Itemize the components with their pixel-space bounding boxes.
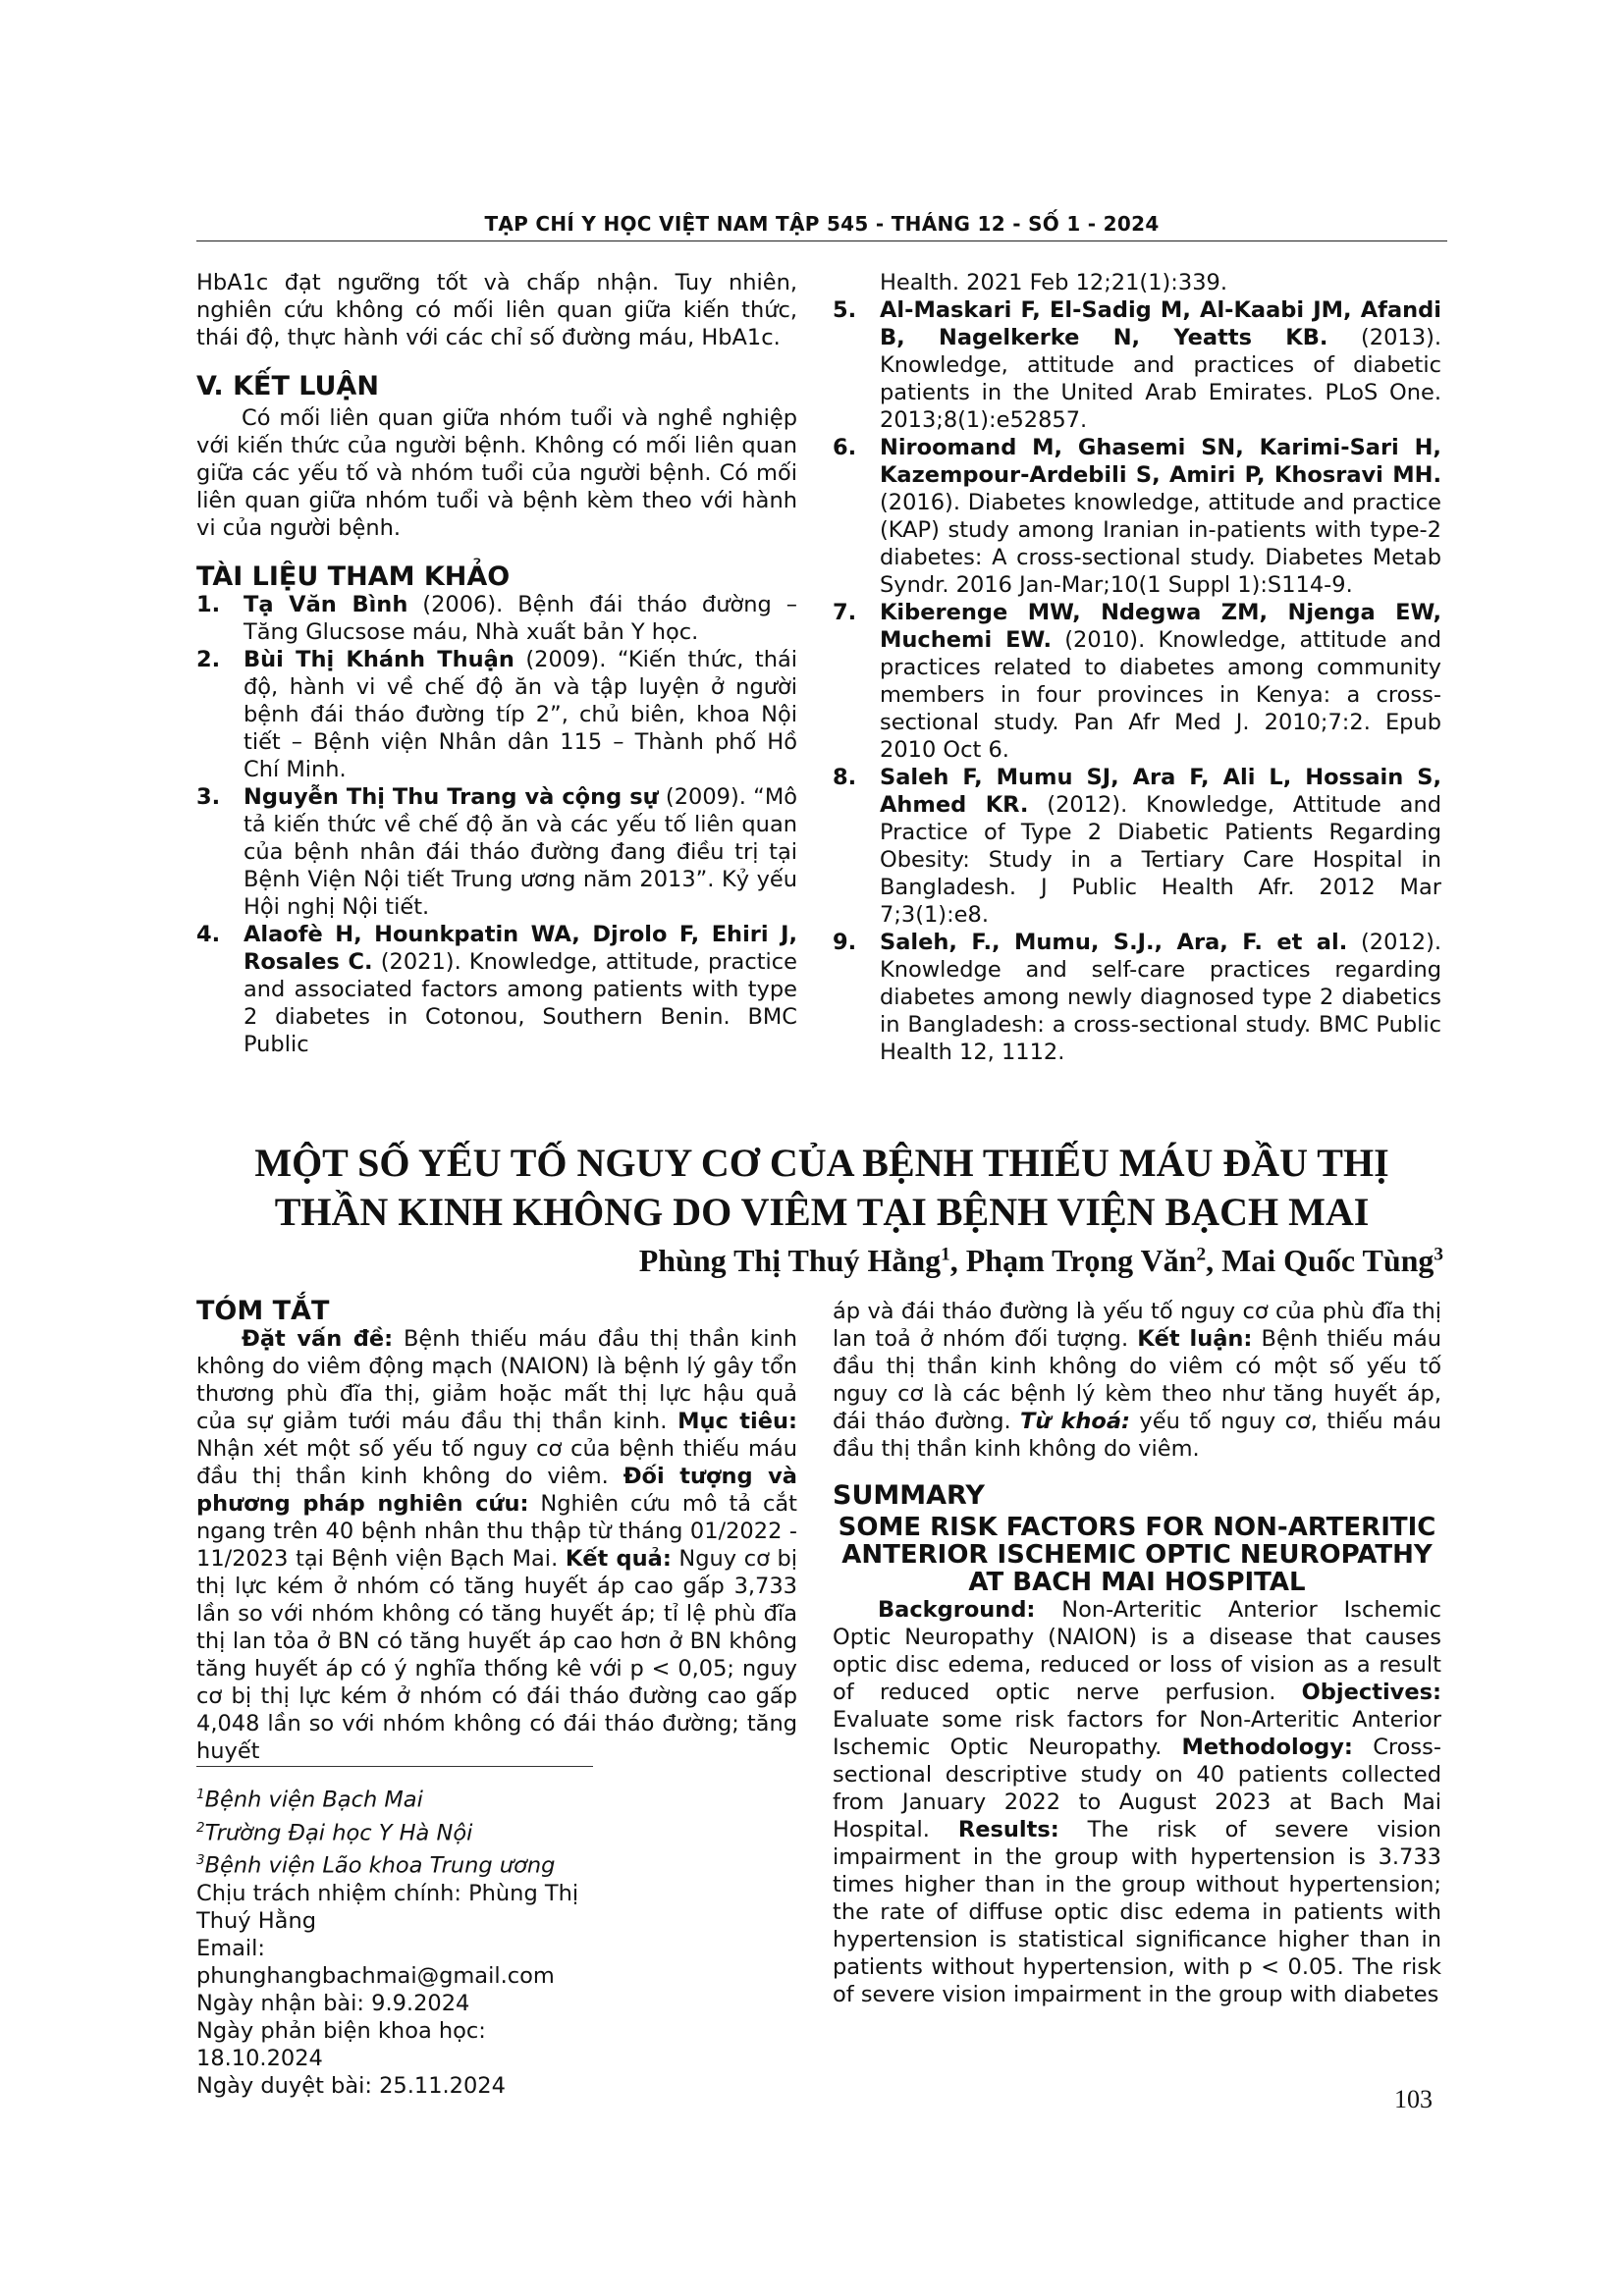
abstract-label: Từ khoá: — [1020, 1409, 1131, 1434]
abstract-text: Bệnh thiếu máu đầu thị thần kinh không do viêm động mạch (NAION) là bệnh lý gây tổn thương phù đĩa thị, giảm hoặc mất thị lực hậu quả của sự giảm tưới máu đầu thị thần kinh. — [196, 1326, 797, 1434]
conclusion-text: Có mối liên quan giữa nhóm tuổi và nghề nghiệp với kiến thức của người bệnh. Không có mối liên quan giữa các yếu tố và nhóm tuổi của người bệnh. Có mối liên quan giữa nhóm tuổi và bệnh kèm theo với hành vi của người bệnh. — [196, 405, 797, 541]
intro-paragraph: HbA1c đạt ngưỡng tốt và chấp nhận. Tuy nhiên, nghiên cứu không có mối liên quan giữa kiến thức, thái độ, thực hành với các chỉ số đường máu, HbA1c. — [196, 270, 797, 350]
affiliation-1: $^1$Bệnh viện Bạch Mai — [196, 1787, 423, 1813]
author-affiliation-mark: 2 — [1196, 1244, 1207, 1265]
reference-item — [833, 929, 1441, 1066]
footnote-divider — [196, 1766, 593, 1767]
reference-number: 2. — [196, 647, 221, 672]
reference-details: (2012). Knowledge, Attitude and Practice of Type 2 Diabetic Patients Regarding Obesity: Study in a Tertiary Care Hospital in Bangladesh. J Public Health Afr. 2012 Mar 7;3(1):e8. — [880, 792, 1442, 928]
reference-number: 1. — [196, 592, 221, 617]
author-separator: , — [1206, 1243, 1222, 1278]
page-number: 103 — [1394, 2085, 1433, 2113]
author-line — [550, 1243, 1443, 1279]
abstract-label: Kết luận: — [1137, 1326, 1253, 1352]
reference-item — [833, 269, 1441, 296]
reference-details: (2009). “Mô tả kiến thức về chế độ ăn và các yếu tố liên quan của bệnh nhân đái tháo đường đang điều trị tại Bệnh Viện Nội tiết Trung ương năm 2013”. Kỷ yếu Hội nghị Nội tiết. — [244, 784, 797, 920]
reference-item — [833, 296, 1441, 434]
reference-details: (2010). Knowledge, attitude and practices related to diabetes among community members in four provinces in Kenya: a cross-sectional study. Pan Afr Med J. 2010;7:2. Epub 2010 Oct 6. — [880, 627, 1441, 763]
reference-details: (2016). Diabetes knowledge, attitude and practice (KAP) study among Iranian in-patients with type-2 diabetes: A cross-sectional study. Diabetes Metab Syndr. 2016 Jan-Mar;10(1 Suppl 1):S114-9. — [880, 490, 1441, 598]
abstract-label: Objectives: — [1301, 1680, 1441, 1705]
abstract-label: Đối tượng và phương pháp nghiên cứu: — [196, 1464, 797, 1517]
abstract-label: Results: — [957, 1817, 1059, 1842]
abstract-text: Evaluate some risk factors for Non-Arteritic Anterior Ischemic Optic Neuropathy. — [833, 1707, 1441, 1760]
corresponding-email: Email: phunghangbachmai@gmail.com — [196, 1935, 555, 1989]
footnotes — [196, 1781, 609, 2100]
date-reviewed: Ngày phản biện khoa học: 18.10.2024 — [196, 2017, 486, 2071]
right-column-abstract — [833, 1298, 1441, 2008]
abstract-text: The risk of severe vision impairment in the group with hypertension is 3.733 times higher than in the group without hypertension; the rate of diffuse optic disc edema in patients with hypertension is statistical significance higher than in patients without hypertension, with p < 0.05. The risk of severe vision impairment in the group with diabetes — [833, 1817, 1441, 2007]
article-title-line: MỘT SỐ YẾU TỐ NGUY CƠ CỦA BỆNH THIẾU MÁU ĐẦU THỊ — [254, 1141, 1389, 1185]
date-received: Ngày nhận bài: 9.9.2024 — [196, 1990, 470, 2016]
abstract-text: Nhận xét một số yếu tố nguy cơ của bệnh thiếu máu đầu thị thần kinh không do viêm. — [196, 1436, 797, 1489]
abstract-label: Kết quả: — [565, 1546, 672, 1572]
right-column-top — [833, 269, 1441, 1066]
reference-number — [833, 269, 880, 296]
conclusion-heading: V. KẾT LUẬN — [196, 371, 379, 401]
abstract-label: Background: — [878, 1597, 1036, 1623]
abstract-label: Mục tiêu: — [677, 1409, 798, 1434]
reference-number: 8. — [833, 765, 857, 790]
abstract-label: Đặt vấn đề: — [242, 1326, 394, 1352]
references-heading: TÀI LIỆU THAM KHẢO — [196, 561, 511, 592]
journal-header: TẠP CHÍ Y HỌC VIỆT NAM TẬP 545 - THÁNG 12 - SỐ 1 - 2024 — [484, 212, 1160, 236]
reference-list-left — [196, 591, 797, 1058]
reference-authors: Kiberenge MW, Ndegwa ZM, Njenga EW, Muchemi EW. — [880, 600, 1441, 653]
reference-details: (2006). Bệnh đái tháo đường – Tăng Glucsose máu, Nhà xuất bản Y học. — [244, 592, 797, 645]
reference-number: 5. — [833, 297, 857, 323]
reference-details: (2013). Knowledge, attitude and practices of diabetic patients in the United Arab Emirates. PLoS One. 2013;8(1):e52857. — [880, 325, 1441, 433]
author-name: Mai Quốc Tùng — [1221, 1243, 1435, 1278]
reference-details: Health. 2021 Feb 12;21(1):339. — [880, 270, 1227, 295]
reference-authors: Al-Maskari F, El-Sadig M, Al-Kaabi JM, Afandi B, Nagelkerke N, Yeatts KB. — [880, 297, 1441, 350]
abstract-text: yếu tố nguy cơ, thiếu máu đầu thị thần kinh không do viêm. — [833, 1409, 1441, 1462]
date-accepted: Ngày duyệt bài: 25.11.2024 — [196, 2072, 506, 2099]
article-title-line: THẦN KINH KHÔNG DO VIÊM TẠI BỆNH VIỆN BẠCH MAI — [274, 1190, 1370, 1234]
english-title: SOME RISK FACTORS FOR NON-ARTERITIC ANTERIOR ISCHEMIC OPTIC NEUROPATHY AT BACH MAI HOSPITAL — [838, 1513, 1436, 1597]
corresponding-author: Chịu trách nhiệm chính: Phùng Thị Thuý Hằng — [196, 1880, 579, 1934]
reference-item — [196, 921, 797, 1058]
affiliation-2: $^2$Trường Đại học Y Hà Nội — [196, 1819, 473, 1845]
reference-details: (2012). Knowledge and self-care practices regarding diabetes among newly diagnosed type 2 diabetics in Bangladesh: a cross-sectional study. BMC Public Health 12, 1112. — [880, 930, 1441, 1065]
author-separator: , — [949, 1243, 966, 1278]
abstract-label: Methodology: — [1181, 1735, 1353, 1760]
reference-item — [833, 764, 1441, 929]
reference-authors: Saleh F, Mumu SJ, Ara F, Ali L, Hossain S, Ahmed KR. — [880, 765, 1441, 818]
abstract-text: áp và đái tháo đường là yếu tố nguy cơ của phù đĩa thị lan toả ở nhóm đối tượng. — [833, 1299, 1441, 1352]
abstract-vn — [196, 1325, 797, 1765]
reference-number: 6. — [833, 435, 857, 460]
abstract-text: Cross-sectional descriptive study on 40 patients collected from January 2022 to August 2023 at Bach Mai Hospital. — [833, 1735, 1441, 1842]
author-affiliation-mark: 3 — [1434, 1244, 1443, 1265]
reference-number: 3. — [196, 784, 221, 810]
author-name: Phùng Thị Thuý Hằng — [638, 1243, 942, 1278]
reference-item — [833, 599, 1441, 764]
header-divider — [196, 240, 1447, 241]
summary-en-heading: SUMMARY — [833, 1480, 985, 1511]
reference-details: (2009). “Kiến thức, thái độ, hành vi về chế độ ăn và tập luyện ở người bệnh đái tháo đường típ 2”, chủ biên, khoa Nội tiết – Bệnh viện Nhân dân 115 – Thành phố Hồ Chí Minh. — [244, 647, 798, 782]
reference-authors: Nguyễn Thị Thu Trang và cộng sự — [244, 784, 659, 810]
abstract-vn-continued — [833, 1298, 1441, 1463]
reference-authors: Tạ Văn Bình — [244, 592, 408, 617]
reference-number: 9. — [833, 930, 857, 955]
reference-authors: Alaofè H, Hounkpatin WA, Djrolo F, Ehiri J, Rosales C. — [244, 922, 797, 975]
reference-item — [833, 434, 1441, 599]
reference-authors: Saleh, F., Mumu, S.J., Ara, F. et al. — [880, 930, 1348, 955]
reference-details: (2021). Knowledge, attitude, practice and associated factors among patients with type 2 diabetes in Cotonou, Southern Benin. BMC Public — [244, 949, 797, 1057]
abstract-text: Non-Arteritic Anterior Ischemic Optic Neuropathy (NAION) is a disease that causes optic disc edema, reduced or loss of vision as a result of reduced optic nerve perfusion. — [833, 1597, 1441, 1705]
summary-vn-heading: TÓM TẮT — [196, 1296, 330, 1326]
reference-number: 7. — [833, 600, 857, 625]
reference-item — [196, 646, 797, 783]
abstract-text: Nghiên cứu mô tả cắt ngang trên 40 bệnh nhân thu thập từ tháng 01/2022 - 11/2023 tại Bệnh viện Bạch Mai. — [196, 1491, 797, 1572]
article-title — [196, 1139, 1447, 1237]
left-column-abstract — [196, 1298, 797, 1765]
author-affiliation-mark: 1 — [941, 1244, 950, 1265]
reference-number: 4. — [196, 922, 221, 947]
left-column-top — [196, 269, 797, 1058]
abstract-text: Nguy cơ bị thị lực kém ở nhóm có tăng huyết áp cao gấp 3,733 lần so với nhóm không có tăng huyết áp; tỉ lệ phù đĩa thị lan tỏa ở BN có tăng huyết áp cao hơn ở BN không tăng huyết áp có ý nghĩa thống kê với p < 0,05; nguy cơ bị thị lực kém ở nhóm có đái tháo đường cao gấp 4,048 lần so với nhóm không có đái tháo đường; tăng huyết — [196, 1546, 797, 1764]
abstract-en — [833, 1596, 1441, 2008]
reference-authors: Niroomand M, Ghasemi SN, Karimi-Sari H, Kazempour-Ardebili S, Amiri P, Khosravi MH. — [880, 435, 1441, 488]
author-name: Phạm Trọng Văn — [965, 1243, 1197, 1278]
affiliation-3: $^3$Bệnh viện Lão khoa Trung ương — [196, 1852, 556, 1879]
reference-authors: Bùi Thị Khánh Thuận — [244, 647, 514, 672]
reference-item — [196, 591, 797, 646]
abstract-text: Bệnh thiếu máu đầu thị thần kinh không do viêm có một số yếu tố nguy cơ là các bệnh lý kèm theo như tăng huyết áp, đái tháo đường. — [833, 1326, 1441, 1434]
reference-item — [196, 783, 797, 921]
